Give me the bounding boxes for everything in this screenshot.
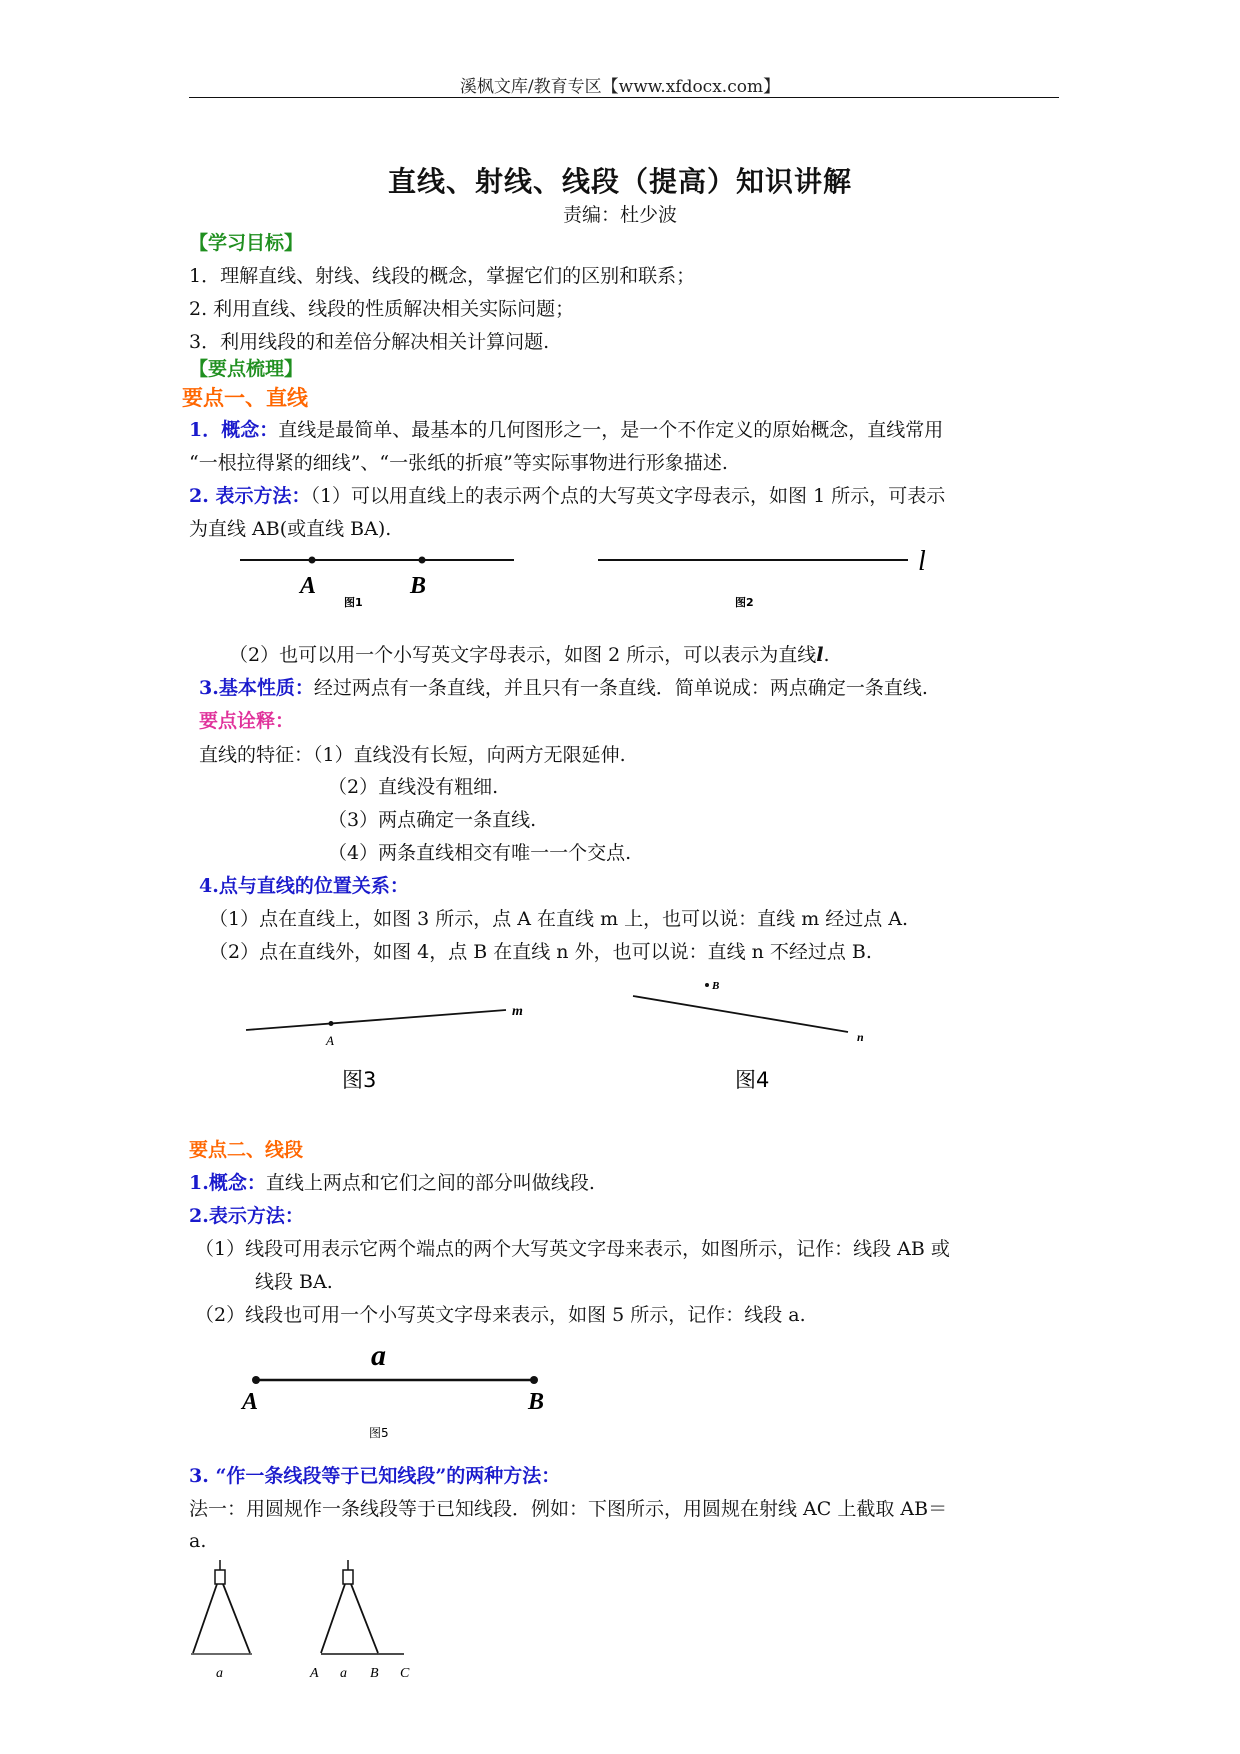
position-line: （1）点在直线上，如图 3 所示，点 A 在直线 m 上，也可以说：直线 m 经过点 A.: [209, 908, 909, 930]
fig2-caption: 图2: [735, 596, 754, 609]
point1-concept: [189, 421, 943, 440]
point2-heading: 要点二、线段: [189, 1139, 304, 1161]
features-line-1: [199, 746, 626, 765]
goal-item: 2. 利用直线、线段的性质解决相关实际问题；: [189, 298, 575, 320]
concept-label: 1.概念：: [189, 1172, 266, 1194]
compass2-label-a: A: [310, 1666, 319, 1681]
position-line: （2）点在直线外，如图 4，点 B 在直线 n 外，也可以说：直线 n 不经过点 B.: [209, 941, 872, 963]
goal-item: 3．利用线段的和差倍分解决相关计算问题.: [189, 331, 550, 353]
feature-item: （1）直线没有长短，向两方无限延伸.: [313, 744, 626, 766]
figure-2: [590, 545, 950, 615]
method-line-1: 法一：用圆规作一条线段等于已知线段．例如：下图所示，用圆规在射线 AC 上截取 AB＝: [189, 1498, 948, 1520]
compass2-label-b: B: [370, 1666, 379, 1681]
concept-label: 1．概念：: [189, 419, 279, 441]
figure-5: [235, 1335, 555, 1450]
fig4-label-n: n: [857, 1030, 864, 1044]
point2-repr-1b: 线段 BA.: [255, 1271, 333, 1293]
fig3-caption: 图3: [342, 1068, 377, 1092]
fig4-caption: 图4: [735, 1068, 770, 1092]
fig3-label-m: m: [512, 1004, 523, 1019]
concept-text-2: “一根拉得紧的细线”、“一张纸的折痕”等实际事物进行形象描述.: [189, 452, 728, 474]
fig4-label-b: B: [712, 980, 720, 992]
figure-4: [625, 975, 885, 1095]
point2-repr-1: （1）线段可用表示它两个端点的两个大写英文字母来表示，如图所示，记作：线段 AB 或: [195, 1238, 950, 1260]
notes-label: 要点诠释：: [199, 710, 295, 732]
point2-repr-label: 2.表示方法：: [189, 1205, 304, 1227]
point1-repr: [189, 487, 945, 506]
method-label: 3. “作一条线段等于已知线段”的两种方法：: [189, 1465, 561, 1487]
editor-line: 责编：杜少波: [562, 204, 677, 226]
compass2-label-small-a: a: [340, 1666, 347, 1681]
feature-item: （2）直线没有粗细.: [328, 776, 499, 798]
repr-text: （1）可以用直线上的表示两个点的大写英文字母表示，如图 1 所示，可表示: [310, 485, 946, 507]
concept-text: 直线上两点和它们之间的部分叫做线段.: [265, 1172, 595, 1194]
fig1-caption: 图1: [344, 596, 363, 609]
repr-text-3-var: l: [816, 644, 824, 666]
fig1-label-a: A: [300, 573, 317, 599]
point2-concept: [189, 1174, 595, 1193]
basic-label: 3.基本性质：: [199, 677, 314, 699]
repr-label: 2. 表示方法：: [189, 485, 311, 507]
header-rule: [189, 97, 1059, 98]
figure-3: [240, 995, 540, 1095]
position-label: 4.点与直线的位置关系：: [199, 875, 409, 897]
fig3-label-a: A: [326, 1033, 334, 1048]
point1-heading: 要点一、直线: [182, 385, 308, 410]
compass-figure-2: [300, 1560, 440, 1690]
method-line-2: a.: [189, 1530, 207, 1552]
compass-figure-1: [185, 1560, 275, 1690]
fig5-label-b: B: [528, 1389, 545, 1415]
goal-item: 1．理解直线、射线、线段的概念，掌握它们的区别和联系；: [189, 265, 696, 287]
feature-item: （4）两条直线相交有唯一一个交点.: [328, 842, 632, 864]
point2-repr-2: （2）线段也可用一个小写英文字母来表示，如图 5 所示，记作：线段 a.: [195, 1304, 806, 1326]
figure-1: [230, 545, 530, 615]
fig5-label-a-top: a: [371, 1339, 386, 1372]
points-heading: 【要点梳理】: [189, 358, 304, 380]
point1-basic: [199, 679, 928, 698]
feature-item: （3）两点确定一条直线.: [328, 809, 537, 831]
compass2-label-c: C: [400, 1666, 410, 1681]
fig5-caption: 图5: [369, 1426, 389, 1440]
basic-text: 经过两点有一条直线，并且只有一条直线．简单说成：两点确定一条直线.: [313, 677, 928, 699]
features-prefix: 直线的特征：: [199, 744, 314, 766]
repr-text-3: [229, 646, 830, 665]
page-header: 溪枫文库/教育专区【www.xfdocx.com】: [459, 77, 781, 97]
repr-text-2: 为直线 AB(或直线 BA).: [189, 518, 392, 540]
concept-text: 直线是最简单、最基本的几何图形之一，是一个不作定义的原始概念，直线常用: [278, 419, 944, 441]
compass1-label-a: a: [216, 1666, 223, 1681]
fig2-label-l: l: [918, 546, 926, 577]
document-title: 直线、射线、线段（提高）知识讲解: [387, 165, 852, 198]
repr-text-3-main: （2）也可以用一个小写英文字母表示，如图 2 所示，可以表示为直线: [229, 644, 817, 666]
fig1-label-b: B: [410, 573, 427, 599]
goals-heading: 【学习目标】: [189, 232, 304, 254]
fig5-label-a: A: [242, 1389, 259, 1415]
repr-text-3-end: .: [823, 644, 830, 666]
